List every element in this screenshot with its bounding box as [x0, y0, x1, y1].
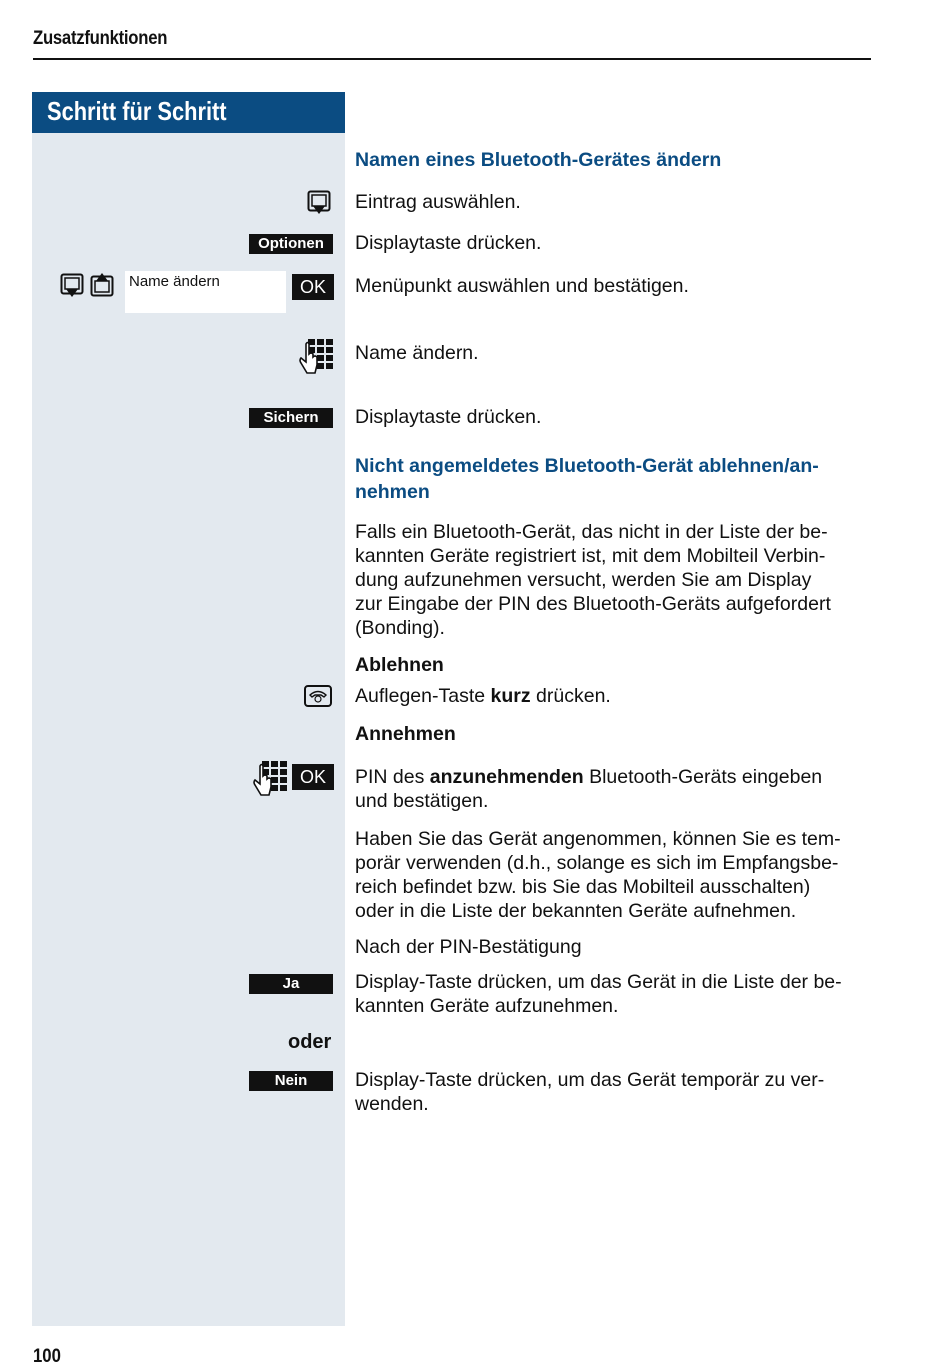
- step-select-entry: Eintrag auswählen.: [355, 191, 521, 213]
- pin-text-post: Bluetooth-Geräts eingeben: [583, 766, 823, 788]
- reject-heading: Ablehnen: [355, 654, 444, 676]
- reject-text-bold: kurz: [490, 685, 531, 707]
- step-press-save: Displaytaste drücken.: [355, 406, 542, 428]
- paragraph-line: (Bonding).: [355, 617, 445, 639]
- instruction-line: Display-Taste drücken, um das Gerät in die Liste der be-: [355, 971, 842, 993]
- pin-line: [355, 765, 822, 789]
- yes-instruction: [355, 970, 842, 1018]
- paragraph-line: Haben Sie das Gerät angenommen, können Sie es tem-: [355, 828, 841, 850]
- step-change-name: Name ändern.: [355, 342, 479, 364]
- accepted-paragraph: [355, 827, 841, 923]
- instruction-line: kannten Geräte aufzunehmen.: [355, 995, 619, 1017]
- accept-heading: Annehmen: [355, 723, 456, 745]
- no-instruction: [355, 1068, 824, 1116]
- menu-item-name-change[interactable]: Name ändern: [129, 273, 220, 290]
- section-heading-unregistered: [355, 453, 819, 505]
- paragraph-line: oder in die Liste der bekannten Geräte aufnehmen.: [355, 900, 797, 922]
- nav-down-key-icon: [60, 273, 84, 299]
- paragraph-line: Falls ein Bluetooth-Gerät, das nicht in der Liste der be-: [355, 521, 828, 543]
- heading-line: Nicht angemeldetes Bluetooth-Gerät ablehnen/an-: [355, 455, 819, 477]
- keypad-icon: [298, 338, 334, 376]
- options-softkey[interactable]: Optionen: [249, 234, 333, 254]
- paragraph-line: zur Eingabe der PIN des Bluetooth-Geräts aufgefordert: [355, 593, 831, 615]
- pin-text-bold: anzunehmenden: [429, 766, 584, 788]
- paragraph-line: porär verwenden (d.h., solange es sich im Empfangsbe-: [355, 852, 839, 874]
- bonding-paragraph: [355, 520, 831, 640]
- paragraph-line: kannten Geräte registriert ist, mit dem Mobilteil Verbin-: [355, 545, 826, 567]
- yes-softkey[interactable]: Ja: [249, 974, 333, 994]
- chapter-title: Zusatzfunktionen: [33, 28, 168, 49]
- header-divider: [33, 58, 871, 60]
- instruction-line: wenden.: [355, 1093, 429, 1115]
- paragraph-line: reich befindet bzw. bis Sie das Mobilteil ausschalten): [355, 876, 811, 898]
- instruction-line: Display-Taste drücken, um das Gerät temporär zu ver-: [355, 1069, 825, 1091]
- ok-button[interactable]: OK: [292, 764, 334, 790]
- step-select-confirm: Menüpunkt auswählen und bestätigen.: [355, 275, 689, 297]
- step-press-options: Displaytaste drücken.: [355, 232, 542, 254]
- or-label: oder: [288, 1031, 332, 1053]
- reject-text-pre: Auflegen-Taste: [355, 685, 491, 707]
- paragraph-line: dung aufzunehmen versucht, werden Sie am Display: [355, 569, 812, 591]
- nav-down-key-icon: [307, 190, 331, 216]
- sidebar-title: Schritt für Schritt: [47, 96, 227, 126]
- keypad-icon: [252, 760, 288, 798]
- page-number: 100: [33, 1346, 61, 1367]
- nav-up-key-icon: [90, 271, 114, 297]
- no-softkey[interactable]: Nein: [249, 1071, 333, 1091]
- section-heading-rename: Namen eines Bluetooth-Gerätes ändern: [355, 149, 722, 171]
- heading-line: nehmen: [355, 481, 430, 503]
- pin-instruction: [355, 765, 822, 813]
- ok-button[interactable]: OK: [292, 274, 334, 300]
- pin-line: und bestätigen.: [355, 790, 489, 812]
- after-pin-text: Nach der PIN-Bestätigung: [355, 936, 582, 958]
- pin-text-pre: PIN des: [355, 766, 430, 788]
- save-softkey[interactable]: Sichern: [249, 408, 333, 428]
- reject-text-post: drücken.: [530, 685, 611, 707]
- end-call-key-icon: [304, 685, 332, 707]
- reject-instruction: [355, 684, 611, 708]
